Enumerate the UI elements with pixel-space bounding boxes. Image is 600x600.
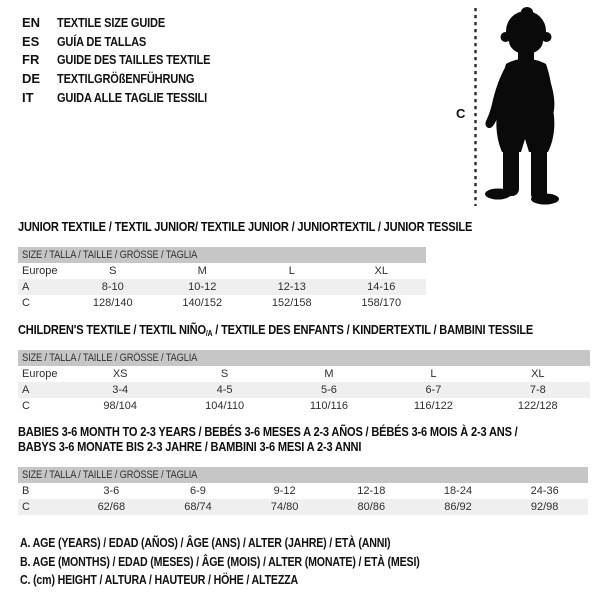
table-row xyxy=(18,382,590,398)
size-cell: 14-16 xyxy=(367,281,396,293)
size-cell: 5-6 xyxy=(321,384,337,396)
babies-size-table xyxy=(18,424,588,515)
size-cell: 6-9 xyxy=(190,485,206,497)
table-title-segment: BABYS 3-6 MONATE BIS 2-3 JAHRE / BAMBINI 3-6 MESI A 2-3 ANNI xyxy=(18,439,362,454)
legend-line: C. (cm) HEIGHT / ALTURA / HAUTEUR / HÖHE / ALTEZZA xyxy=(20,573,298,588)
size-cell: 24-36 xyxy=(530,485,559,497)
language-title: TEXTILE SIZE GUIDE xyxy=(57,14,166,30)
legend-line: B. AGE (MONTHS) / EDAD (MESES) / ÂGE (MOIS) / ALTER (MONATE) / ETÀ (MESI) xyxy=(20,554,420,569)
size-header-bar xyxy=(18,350,590,366)
size-cell: S xyxy=(109,265,117,277)
size-header-bar xyxy=(18,247,426,263)
size-cell: 10-12 xyxy=(188,281,217,293)
table-row xyxy=(18,263,426,279)
table-title-segment: /A xyxy=(205,329,213,338)
language-code: IT xyxy=(22,89,34,105)
size-cell: 12-18 xyxy=(357,485,386,497)
size-cell: 104/110 xyxy=(205,400,245,412)
size-cell: 12-13 xyxy=(277,281,306,293)
table-row xyxy=(18,366,590,382)
size-cell: 122/128 xyxy=(517,400,558,412)
row-label: Europe xyxy=(22,265,58,277)
table-title-segment: JUNIOR TEXTILE / TEXTIL JUNIOR/ TEXTILE JUNIOR / JUNIORTEXTIL / JUNIOR TESSILE xyxy=(18,219,473,234)
size-header-label: SIZE / TALLA / TAILLE / GRÖSSE / TAGLIA xyxy=(22,352,198,364)
table-title-line xyxy=(18,220,472,234)
table-row xyxy=(18,279,426,295)
language-title: GUIDE DES TAILLES TEXTILE xyxy=(57,52,211,68)
row-label: Europe xyxy=(22,368,58,380)
size-cell: 18-24 xyxy=(443,485,473,497)
size-cell: 8-10 xyxy=(101,281,124,293)
language-title-list xyxy=(22,13,237,106)
language-title: GUÍA DE TALLAS xyxy=(57,33,147,49)
size-cell: 110/116 xyxy=(309,400,349,412)
row-label: A xyxy=(22,281,30,293)
table-row xyxy=(18,398,590,414)
table-title-line xyxy=(18,440,361,454)
table-title-segment: BABIES 3-6 MONTH TO 2-3 YEARS / BEBÉS 3-6 MESES A 2-3 AÑOS / BÉBÉS 3-6 MOIS À 2-3 ANS / xyxy=(18,424,518,439)
table-title-line xyxy=(18,425,518,439)
size-cell: 7-8 xyxy=(529,384,546,396)
language-title: GUIDA ALLE TAGLIE TESSILI xyxy=(57,89,208,105)
size-cell: 86/92 xyxy=(444,501,472,513)
size-cell: 152/158 xyxy=(271,297,312,309)
table-title-line xyxy=(18,323,533,337)
size-cell: L xyxy=(430,368,437,380)
size-cell: 98/104 xyxy=(103,400,138,412)
toddler-silhouette-icon xyxy=(478,6,574,206)
size-cell: 62/68 xyxy=(97,501,126,513)
children-size-table xyxy=(18,322,590,414)
language-row xyxy=(22,88,237,107)
language-code: DE xyxy=(22,70,41,86)
size-cell: 116/122 xyxy=(413,400,453,412)
size-cell: XS xyxy=(112,368,128,380)
size-cell: M xyxy=(324,368,334,380)
size-cell: 158/170 xyxy=(361,297,402,309)
size-cell: 92/98 xyxy=(530,501,559,513)
size-cell: 74/80 xyxy=(270,501,299,513)
size-header-label: SIZE / TALLA / TAILLE / GRÖSSE / TAGLIA xyxy=(22,249,198,261)
size-header-bar xyxy=(18,467,588,483)
size-cell: XL xyxy=(531,368,545,380)
table-title-segment: CHILDREN'S TEXTILE / TEXTIL NIÑO xyxy=(18,322,206,337)
language-row xyxy=(22,50,237,69)
row-label: C xyxy=(22,501,30,513)
size-cell: 4-5 xyxy=(216,384,233,396)
language-code: ES xyxy=(22,33,40,49)
size-cell: L xyxy=(288,265,295,277)
size-cell: S xyxy=(220,368,229,380)
language-code: FR xyxy=(22,52,40,68)
size-cell: 128/140 xyxy=(92,297,133,309)
legend xyxy=(20,534,600,590)
size-cell: XL xyxy=(374,265,388,277)
junior-size-table xyxy=(18,219,473,311)
table-title xyxy=(18,424,588,454)
size-cell: M xyxy=(197,265,207,277)
size-cell: 9-12 xyxy=(273,485,296,497)
legend-line: A. AGE (YEARS) / EDAD (AÑOS) / ÂGE (ANS) / ALTER (JAHRE) / ETÀ (ANNI) xyxy=(20,536,391,550)
size-header-label: SIZE / TALLA / TAILLE / GRÖSSE / TAGLIA xyxy=(22,469,198,481)
table-title xyxy=(18,322,590,337)
size-cell: 140/152 xyxy=(182,297,223,309)
table-row xyxy=(18,483,588,499)
size-cell: 6-7 xyxy=(425,384,442,396)
table-title xyxy=(18,219,473,234)
height-measure-label: C xyxy=(456,106,466,121)
size-cell: 3-4 xyxy=(112,384,129,396)
language-row xyxy=(22,69,237,88)
language-title: TEXTILGRÖßENFÜHRUNG xyxy=(57,70,195,86)
row-label: C xyxy=(22,400,30,412)
row-label: B xyxy=(22,485,30,497)
size-cell: 80/86 xyxy=(357,501,386,513)
language-code: EN xyxy=(22,14,41,30)
size-cell: 68/74 xyxy=(184,501,212,513)
language-row xyxy=(22,32,237,51)
size-cell: 3-6 xyxy=(103,485,120,497)
language-row xyxy=(22,13,237,32)
table-row xyxy=(18,499,588,515)
row-label: A xyxy=(22,384,30,396)
table-title-segment: / TEXTILE DES ENFANTS / KINDERTEXTIL / BAMBINI TESSILE xyxy=(212,322,534,337)
table-row xyxy=(18,295,426,311)
row-label: C xyxy=(22,297,30,309)
